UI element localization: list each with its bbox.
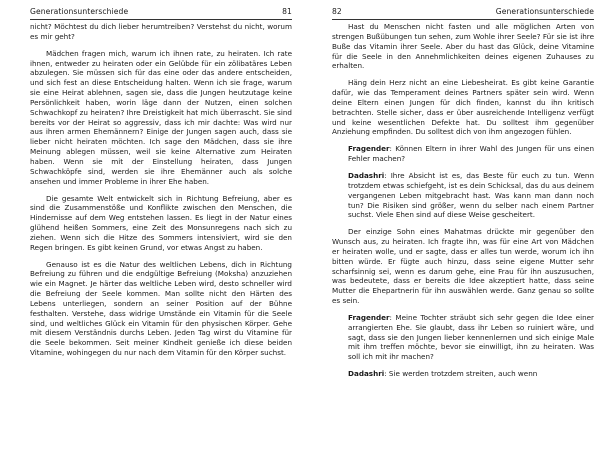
paragraph: Genauso ist es die Natur des weltlichen Lebens, dich in Richtung Befreiung zu führen und die endgültige Befreiung (Moksha) anzuziehen wie ein Magnet. Je härter das weltliche Leben wird, desto schneller wird die Befreiung der Seele kommen. Man sollte nicht den Härten des Lebens unterliegen, sondern an seiner Position auf der Bühne festhalten. Verstehe, dass widrige Umstände ein Vitamin für die Seele sind, und weltliches Glück ein Vitamin für den physischen Körper. Gehe mit diesem Verständnis durchs Leben. Jeden Tag wirst du Vitamine für die Seele bekommen. Seit meiner Kindheit genieße ich diese beiden Vitamine, wohingegen du nur nach dem Vitamin für den Körper suchst. — [30, 259, 292, 358]
paragraph — [332, 22, 594, 71]
dialogue-paragraph — [348, 369, 594, 379]
dialogue-text: : Ihre Absicht ist es, das Beste für euch zu tun. Wenn trotzdem etwas schiefgeht, ist es dein Schicksal, das du aus deinem vergangenen Leben mitgebracht hast. Was kann man dann noch tun? Die Risiken sind größer, wenn du selber nach einem Partner suchst. Viele Ehen sind auf diese Weise gescheitert. — [348, 170, 594, 220]
right-running-title: Generationsunterschiede — [495, 7, 594, 16]
paragraph — [332, 227, 594, 306]
right-page — [332, 0, 594, 474]
paragraph: Mädchen fragen mich, warum ich ihnen rate, zu heiraten. Ich rate ihnen, entweder zu heiraten oder ein Gelübde für ein zölibatäres Leben abzulegen. Sie müssen sich für das eine oder das andere entscheiden, und sich fest an diese Entscheidung halten. Wenn ich sie frage, warum sie eine Heirat ablehnen, sagen sie, dass die Jungen heutzutage keine Persönlichkeit haben, worin läge dann der Nutzen, einen solchen Schwachkopf zu heiraten? Ihre Dreistigkeit hat mich überrascht. Sie sind bereits vor der Heirat so aggressiv, dass ich mir dachte: Was wird nur aus ihren armen Ehemännern? Einige der Jungen sagen auch, dass sie lieber nicht heiraten möchten. Ich sage den Mädchen, dass sie ihre Meinung ablegen müssen, weil sie keine Alternative zum Heiraten haben. Wenn sie mit der Einstellung heiraten, dass Jungen Schwachköpfe sind, werden sie ihre Ehemänner auch als solche ansehen und immer Probleme in ihrer Ehe haben. — [30, 48, 292, 186]
paragraph-text: Der einzige Sohn eines Mahatmas drückte mir gegenüber den Wunsch aus, zu heiraten. Ich fragte ihn, was für eine Art von Mädchen er heiraten wolle, und er sagte, dass er alles tun werde, worum ich ihn bitten würde. Er fügte auch hinzu, dass seine eigene Mutter sehr scharfsinnig sei, wenn es darum gehe, eine Frau für ihn auszusuchen, was bedeutete, dass er bereits die Idee akzeptiert hatte, dass seine Mutter die Ehepartnerin für ihn auswählen werde. Ganz genau so sollte es sein. — [332, 227, 594, 306]
speaker-label: Fragender — [348, 312, 390, 322]
right-running-head — [332, 7, 594, 18]
dialogue-text: : Meine Tochter sträubt sich sehr gegen die Idee einer arrangierten Ehe. Sie glaubt, dass ihr Leben so ruiniert wäre, und sagt, dass sie den Jungen lieber kennenlernen und sich einige Male mit ihm treffen möchte, bevor sie einwilligt, ihn zu heiraten. Was soll ich mit ihr machen? — [348, 312, 594, 362]
speaker-label: Dadashri — [348, 170, 385, 180]
dialogue-text: : Sie werden trotzdem streiten, auch wenn — [384, 369, 538, 379]
left-running-title: Generationsunterschiede — [30, 7, 129, 16]
dialogue-paragraph — [348, 144, 594, 164]
left-page-number: 81 — [282, 7, 292, 16]
paragraph-text: Häng dein Herz nicht an eine Liebesheirat. Es gibt keine Garantie dafür, wie das Temperament deines Partners später sein wird. Wenn deine Eltern einen Jungen für dich finden, kannst du ihn kritisch betrachten. Stelle sicher, dass er über ausreichende Intelligenz verfügt und keine wesentlichen Defekte hat. Du solltest ihm gegenüber Anziehung empfinden. Du solltest dich von ihm angezogen fühlen. — [332, 78, 594, 137]
speaker-label: Fragender — [348, 144, 390, 154]
dialogue-text: : Können Eltern in ihrer Wahl des Jungen für uns einen Fehler machen? — [348, 144, 594, 164]
right-page-body — [332, 22, 594, 386]
right-page-number: 82 — [332, 7, 342, 16]
paragraph: nicht? Möchtest du dich lieber herumtreiben? Verstehst du nicht, worum es mir geht? — [30, 22, 292, 41]
left-running-head — [30, 7, 292, 18]
left-page — [30, 0, 292, 474]
paragraph — [332, 78, 594, 137]
dialogue-paragraph — [348, 171, 594, 220]
left-page-body — [30, 22, 292, 365]
right-header-rule — [332, 19, 594, 20]
paragraph: Die gesamte Welt entwickelt sich in Richtung Befreiung, aber es sind die Zusammenstöße und Konflikte zwischen den Menschen, die Hindernisse auf dem Weg entstehen lassen. Es liegt in der Natur eines glühend heißen Sommers, eine Zeit des Monsunregens nach sich zu ziehen. Wenn sich die Hitze des Sommers intensiviert, wird sie den Regen bringen. Es gibt keinen Grund, vor etwas Angst zu haben. — [30, 193, 292, 252]
dialogue-paragraph — [348, 313, 594, 362]
left-header-rule — [30, 19, 292, 20]
speaker-label: Dadashri — [348, 369, 385, 379]
paragraph-text: Hast du Menschen nicht fasten und alle möglichen Arten von strengen Bußübungen tun sehen, zum Wohle ihrer Seele? Für sie ist ihre Buße das Vitamin ihrer Seele. Aber du hast das Glück, deine Vitamine für die Seele in den Annehmlichkeiten deines eigenen Zuhauses zu erhalten. — [332, 22, 594, 71]
